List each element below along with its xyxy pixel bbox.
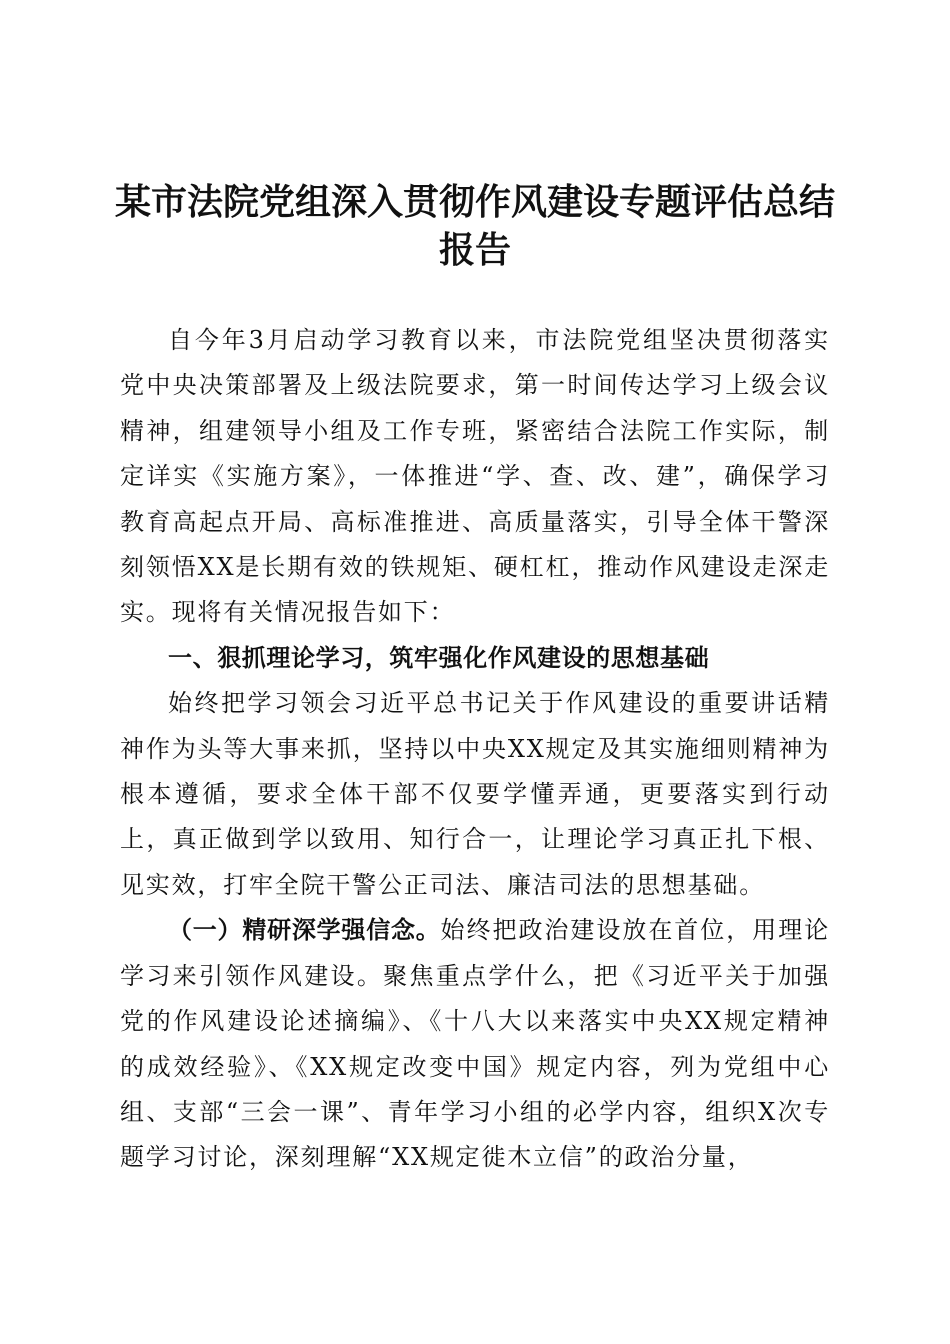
- section-heading: 一、狠抓理论学习，筑牢强化作风建设的思想基础: [168, 643, 710, 672]
- section-paragraph: 始终把学习领会习近平总书记关于作风建设的重要讲话精神作为头等大事来抓，坚持以中央XX规定及其实施细则精神为根本遵循，要求全体干部不仅要学懂弄通，更要落实到行动上，真正做到学以致用、知行合一，让理论学习真正扎下根、见实效，打牢全院干警公正司法、廉洁司法的思想基础。: [120, 689, 830, 899]
- subsection-lead: （一）精研深学强信念。: [168, 916, 441, 945]
- document-title: 某市法院党组深入贯彻作风建设专题评估总结报告: [114, 181, 835, 271]
- subsection-body: 始终把政治建设放在首位，用理论学习来引领作风建设。聚焦重点学什么，把《习近平关于加强党的作风建设论述摘编》、《十八大以来落实中央XX规定精神的成效经验》、《XX规定改变中国》规定内容，列为党组中心组、支部“三会一课”、青年学习小组的必学内容，组织X次专题学习讨论，深刻理解“XX规定徙木立信”的政治分量，: [120, 916, 830, 1172]
- subsection-paragraph: [120, 908, 830, 1180]
- document-body: [120, 318, 830, 1181]
- intro-paragraph: 自今年3月启动学习教育以来，市法院党组坚决贯彻落实党中央决策部署及上级法院要求，第一时间传达学习上级会议精神，组建领导小组及工作专班，紧密结合法院工作实际，制定详实《实施方案》，一体推进“学、查、改、建”，确保学习教育高起点开局、高标准推进、高质量落实，引导全体干警深刻领悟XX是长期有效的铁规矩、硬杠杠，推动作风建设走深走实。现将有关情况报告如下：: [120, 326, 830, 627]
